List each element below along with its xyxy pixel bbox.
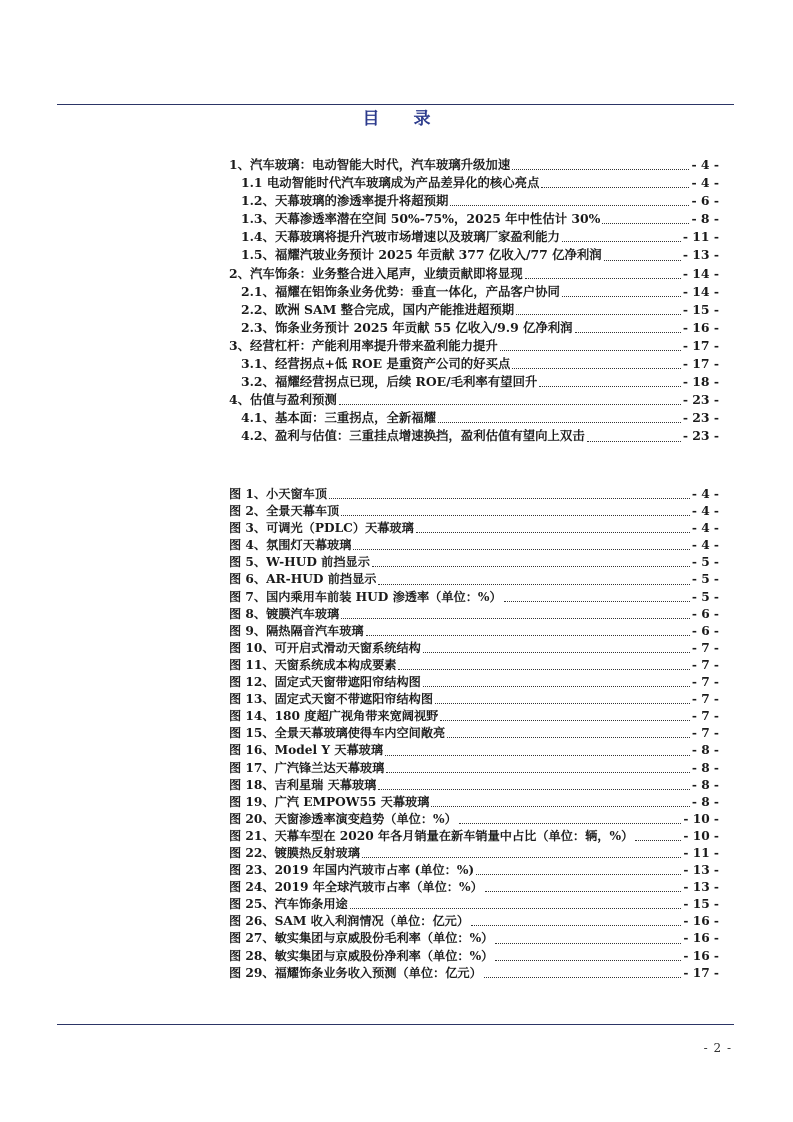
dot-leader <box>362 856 682 858</box>
dot-leader <box>541 186 689 188</box>
toc-entry-text: 2、汽车饰条：业务整合进入尾声，业绩贡献即将显现 <box>229 265 523 281</box>
figure-entry-text: 图 5、W-HUD 前挡显示 <box>229 555 370 570</box>
figure-entry-page: - 4 - <box>691 487 719 501</box>
figure-entry-text: 图 24、2019 年全球汽玻市占率（单位：%） <box>229 880 483 895</box>
toc-entry-page: - 17 - <box>682 337 719 353</box>
toc-entry[interactable] <box>229 355 719 373</box>
dot-leader <box>378 583 689 585</box>
dot-leader <box>512 168 689 170</box>
dot-leader <box>339 403 681 405</box>
figure-entry-page: - 7 - <box>691 657 719 672</box>
toc-entry[interactable] <box>229 373 719 391</box>
figure-entry-page: - 16 - <box>683 948 719 963</box>
figure-entry[interactable] <box>229 862 719 879</box>
figure-entry-page: - 5 - <box>691 572 719 587</box>
toc-entry-text: 2.1、福耀在铝饰条业务优势：垂直一体化，产品客户协同 <box>241 283 560 299</box>
figure-entry-text: 图 20、天窗渗透率演变趋势（单位：%） <box>229 811 457 826</box>
toc-entry[interactable] <box>229 337 719 355</box>
dot-leader <box>604 259 681 261</box>
figure-entry-text: 图 18、吉利星瑞 天幕玻璃 <box>229 777 377 792</box>
footer-rule <box>57 1024 734 1025</box>
toc-entry[interactable] <box>229 174 719 192</box>
dot-leader <box>366 634 690 636</box>
figure-entry-page: - 5 - <box>691 589 719 604</box>
figure-entry-page: - 10 - <box>683 828 719 843</box>
toc-entry-text: 1.2、天幕玻璃的渗透率提升将超预期 <box>241 193 449 209</box>
toc-entry-page: - 18 - <box>682 374 719 390</box>
dot-leader <box>485 890 682 892</box>
figure-entry[interactable] <box>229 589 719 606</box>
header-rule <box>57 104 734 105</box>
figure-entry[interactable] <box>229 640 719 657</box>
figure-entry-page: - 8 - <box>691 794 719 809</box>
figure-entry[interactable] <box>229 537 719 554</box>
figure-entry-page: - 10 - <box>683 811 719 826</box>
dot-leader <box>435 702 690 704</box>
toc-entry[interactable] <box>229 192 719 210</box>
toc-entry-page: - 13 - <box>682 247 719 263</box>
dot-leader <box>476 873 681 875</box>
figure-entry-page: - 15 - <box>683 897 719 912</box>
dot-leader <box>341 514 690 516</box>
dot-leader <box>562 295 681 297</box>
dot-leader <box>495 959 681 961</box>
dot-leader <box>447 736 690 738</box>
figure-entry[interactable] <box>229 794 719 811</box>
figure-entry-page: - 5 - <box>691 555 719 570</box>
figure-entry[interactable] <box>229 811 719 828</box>
page-title: 目 录 <box>362 109 445 129</box>
dot-leader <box>431 805 690 807</box>
figure-entry[interactable] <box>229 879 719 896</box>
figure-entry-text: 图 19、广汽 EMPOW55 天幕玻璃 <box>229 794 430 809</box>
figure-entry-page: - 6 - <box>691 623 719 638</box>
toc-entry-page: - 23 - <box>682 410 719 426</box>
dot-leader <box>516 313 681 315</box>
figure-entry-text: 图 6、AR-HUD 前挡显示 <box>229 572 377 587</box>
figure-entry-text: 图 8、镀膜汽车玻璃 <box>229 606 340 621</box>
figure-entry-text: 图 26、SAM 收入利润情况（单位：亿元） <box>229 914 470 929</box>
toc-entry-text: 1.3、天幕渗透率潜在空间 50%-75%，2025 年中性估计 30% <box>241 211 601 227</box>
figure-entry-page: - 8 - <box>691 777 719 792</box>
figure-entry[interactable] <box>229 708 719 725</box>
toc-entry[interactable] <box>229 283 719 301</box>
figure-entry-page: - 13 - <box>683 880 719 895</box>
figure-entry-text: 图 9、隔热隔音汽车玻璃 <box>229 623 364 638</box>
figure-entry[interactable] <box>229 486 719 503</box>
toc-entry-page: - 4 - <box>691 157 719 172</box>
toc-entry-text: 4.2、盈利与估值：三重挂点增速换挡，盈利估值有望向上双击 <box>241 428 585 444</box>
dot-leader <box>353 548 689 550</box>
dot-leader <box>378 788 690 790</box>
figure-entry[interactable] <box>229 965 719 982</box>
dot-leader <box>386 771 690 773</box>
figure-entry-page: - 7 - <box>691 640 719 655</box>
figure-entry[interactable] <box>229 777 719 794</box>
figure-entry[interactable] <box>229 520 719 537</box>
figure-entry[interactable] <box>229 760 719 777</box>
figure-entry-page: - 7 - <box>691 675 719 690</box>
dot-leader <box>539 385 680 387</box>
toc-entry-text: 1、汽车玻璃：电动智能大时代，汽车玻璃升级加速 <box>229 157 511 172</box>
figure-entry[interactable] <box>229 554 719 571</box>
figure-entry[interactable] <box>229 913 719 930</box>
figure-entry[interactable] <box>229 503 719 520</box>
toc-entry-page: - 14 - <box>682 265 719 281</box>
toc-entry-text: 3.2、福耀经营拐点已现，后续 ROE/毛利率有望回升 <box>241 374 538 390</box>
toc-entry[interactable] <box>229 210 719 228</box>
toc-entry[interactable] <box>229 228 719 246</box>
dot-leader <box>459 822 682 824</box>
dot-leader <box>562 240 681 242</box>
figure-entry-text: 图 10、可开启式滑动天窗系统结构 <box>229 640 421 655</box>
figure-entry-text: 图 16、Model Y 天幕玻璃 <box>229 743 384 758</box>
figure-entry-page: - 7 - <box>691 709 719 724</box>
table-of-contents <box>229 156 719 446</box>
dot-leader <box>423 685 690 687</box>
toc-entry-text: 2.3、饰条业务预计 2025 年贡献 55 亿收入/9.9 亿净利润 <box>241 319 573 335</box>
dot-leader <box>504 600 690 602</box>
figure-entry-text: 图 27、敏实集团与京威股份毛利率（单位：%） <box>229 931 494 946</box>
figure-entry-page: - 13 - <box>683 863 719 878</box>
figure-entry[interactable] <box>229 828 719 845</box>
figure-entry-text: 图 25、汽车饰条用途 <box>229 897 348 912</box>
dot-leader <box>512 367 680 369</box>
figure-entry-text: 图 28、敏实集团与京威股份净利率（单位：%） <box>229 948 494 963</box>
toc-entry-text: 2.2、欧洲 SAM 整合完成，国内产能推进超预期 <box>241 301 515 317</box>
figure-entry[interactable] <box>229 948 719 965</box>
toc-entry[interactable] <box>229 391 719 409</box>
dot-leader <box>525 277 681 279</box>
figure-entry[interactable] <box>229 674 719 691</box>
toc-entry[interactable] <box>229 301 719 319</box>
dot-leader <box>440 719 690 721</box>
figure-entry-page: - 7 - <box>691 726 719 741</box>
dot-leader <box>635 839 681 841</box>
toc-entry[interactable] <box>229 246 719 264</box>
dot-leader <box>602 222 689 224</box>
dot-leader <box>495 942 681 944</box>
dot-leader <box>438 421 681 423</box>
figure-entry-text: 图 23、2019 年国内汽玻市占率 (单位：%) <box>229 863 475 878</box>
figure-entry-text: 图 4、氛围灯天幕玻璃 <box>229 538 352 553</box>
figure-entry-page: - 16 - <box>683 931 719 946</box>
dot-leader <box>587 440 681 442</box>
toc-entry-page: - 15 - <box>682 301 719 317</box>
dot-leader <box>385 754 690 756</box>
toc-entry-page: - 23 - <box>682 428 719 444</box>
toc-entry-text: 4、估值与盈利预测 <box>229 392 337 408</box>
toc-entry-page: - 16 - <box>682 319 719 335</box>
toc-entry-text: 3.1、经营拐点+低 ROE 是重资产公司的好买点 <box>241 356 511 372</box>
toc-entry-page: - 17 - <box>682 356 719 372</box>
figure-entry[interactable] <box>229 742 719 759</box>
dot-leader <box>350 907 682 909</box>
figure-entry[interactable] <box>229 657 719 674</box>
figure-entry-page: - 11 - <box>683 845 719 860</box>
toc-entry-text: 1.5、福耀汽玻业务预计 2025 年贡献 377 亿收入/77 亿净利润 <box>241 247 602 263</box>
figure-entry-page: - 6 - <box>691 606 719 621</box>
toc-entry-text: 1.4、天幕玻璃将提升汽玻市场增速以及玻璃厂家盈利能力 <box>241 229 560 245</box>
figure-entry-text: 图 14、180 度超广视角带来宽阔视野 <box>229 709 439 724</box>
figure-entry-page: - 4 - <box>691 504 719 519</box>
dot-leader <box>372 565 690 567</box>
dot-leader <box>423 651 690 653</box>
figure-entry-text: 图 1、小天窗车顶 <box>229 487 328 501</box>
figure-entry[interactable] <box>229 623 719 640</box>
figure-entry[interactable] <box>229 930 719 947</box>
toc-entry-page: - 14 - <box>682 283 719 299</box>
toc-entry-page: - 6 - <box>691 193 719 209</box>
figure-entry-text: 图 21、天幕车型在 2020 年各月销量在新车销量中占比（单位：辆，%） <box>229 828 634 843</box>
figure-entry-text: 图 2、全景天幕车顶 <box>229 504 340 519</box>
figure-entry-text: 图 29、福耀饰条业务收入预测（单位：亿元） <box>229 965 482 980</box>
figure-list <box>229 486 719 982</box>
figure-entry-text: 图 3、可调光（PDLC）天幕玻璃 <box>229 521 414 536</box>
figure-entry[interactable] <box>229 725 719 742</box>
dot-leader <box>484 976 682 978</box>
figure-entry[interactable] <box>229 896 719 913</box>
figure-entry-page: - 4 - <box>691 538 719 553</box>
figure-entry-page: - 4 - <box>691 521 719 536</box>
dot-leader <box>416 531 690 533</box>
dot-leader <box>575 331 681 333</box>
figure-entry[interactable] <box>229 845 719 862</box>
toc-entry[interactable] <box>229 156 719 174</box>
figure-entry[interactable] <box>229 571 719 588</box>
dot-leader <box>329 497 690 499</box>
page-number: - 2 - <box>703 1041 732 1055</box>
figure-entry-page: - 16 - <box>683 914 719 929</box>
figure-entry-text: 图 11、天窗系统成本构成要素 <box>229 657 397 672</box>
dot-leader <box>471 924 681 926</box>
figure-entry-text: 图 15、全景天幕玻璃使得车内空间敞亮 <box>229 726 446 741</box>
figure-entry-text: 图 12、固定式天窗带遮阳帘结构图 <box>229 675 421 690</box>
toc-entry-text: 3、经营杠杆：产能利用率提升带来盈利能力提升 <box>229 337 498 353</box>
toc-entry-page: - 4 - <box>691 175 719 191</box>
toc-entry[interactable] <box>229 319 719 337</box>
figure-entry-text: 图 13、固定式天窗不带遮阳帘结构图 <box>229 692 434 707</box>
toc-entry-page: - 23 - <box>682 392 719 408</box>
dot-leader <box>398 668 689 670</box>
figure-entry-text: 图 17、广汽锋兰达天幕玻璃 <box>229 760 385 775</box>
figure-entry-page: - 8 - <box>691 760 719 775</box>
figure-entry-page: - 8 - <box>691 743 719 758</box>
toc-entry-text: 1.1 电动智能时代汽车玻璃成为产品差异化的核心亮点 <box>241 175 540 191</box>
figure-entry[interactable] <box>229 606 719 623</box>
toc-entry[interactable] <box>229 409 719 427</box>
toc-entry-page: - 11 - <box>682 229 719 245</box>
figure-entry[interactable] <box>229 691 719 708</box>
dot-leader <box>450 204 689 206</box>
toc-entry[interactable] <box>229 427 719 445</box>
figure-entry-text: 图 22、镀膜热反射玻璃 <box>229 845 360 860</box>
toc-entry-page: - 8 - <box>691 211 719 227</box>
figure-entry-page: - 17 - <box>683 965 719 980</box>
dot-leader <box>500 349 681 351</box>
toc-entry[interactable] <box>229 265 719 283</box>
figure-entry-text: 图 7、国内乘用车前装 HUD 渗透率（单位：%） <box>229 589 502 604</box>
dot-leader <box>341 617 690 619</box>
figure-entry-page: - 7 - <box>691 692 719 707</box>
toc-entry-text: 4.1、基本面：三重拐点，全新福耀 <box>241 410 437 426</box>
